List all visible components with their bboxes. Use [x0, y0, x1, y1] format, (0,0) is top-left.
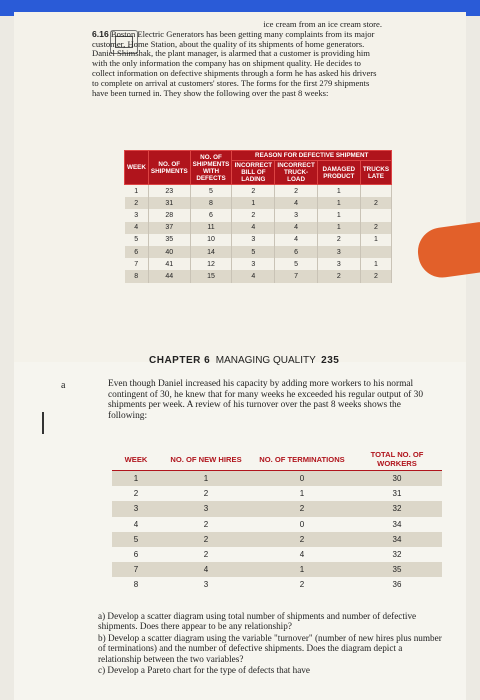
question-b: b) Develop a scatter diagram using the variable "turnover" (number of new hires plus number of terminations) and the number of defective shipments. Does the diagram depict a relationship between the two variables?: [98, 632, 442, 664]
chapter-title: MANAGING QUALITY: [215, 355, 316, 366]
t1-header-damaged: DAMAGED PRODUCT: [317, 161, 360, 185]
t1-header-truckload: INCORRECT TRUCK-LOAD: [275, 161, 317, 185]
table-row: 2 31 8 1 4 1 2: [125, 197, 392, 209]
turnover-paragraph: Even though Daniel increased his capacity by adding more workers to his normal contingent of 30, he knew that for many weeks he exceeded his regular output of 30 shipments per week. A review of his turnover over the past 8 weeks shows the following:: [108, 379, 424, 421]
previous-fragment: ice cream from an ice cream store.: [263, 19, 382, 29]
t1-header-bill: INCORRECT BILL OF LADING: [232, 161, 275, 185]
table-row: 5 35 10 3 4 2 1: [125, 234, 392, 246]
table-row: 8 3 2 36: [133, 580, 402, 590]
t2-header-hires: NO. OF NEW HIRES: [160, 448, 252, 471]
turnover-table: [112, 448, 442, 593]
problem-body: Boston Electric Generators has been getting many complaints from its major customer, Home Station, about the quality of its shipments of home generators. Daniel Shimshak, the plant manager, is alarmed that a customer is providing him with the only information the company has on shipment quality. He decides to collect information on defective shipments through a form he has asked his drivers to complete on arrival at customers' stores. The forms for the first 279 shipments have been turned in. They show the following over the past 8 weeks:: [92, 28, 377, 98]
t1-group-header: REASON FOR DEFECTIVE SHIPMENT: [232, 151, 392, 161]
margin-bar: [42, 412, 44, 434]
table-row: 1 23 5 2 2 1: [125, 185, 392, 198]
t2-header-week: WEEK: [112, 448, 160, 471]
table-row: 6 40 14 5 6 3: [125, 246, 392, 258]
table-row: 3 3 2 32: [112, 501, 442, 516]
t1-header-defects: NO. OF SHIPMENTS WITH DEFECTS: [190, 151, 232, 185]
table-row: 2 2 1 31: [133, 489, 402, 499]
defect-reason-table: [124, 150, 392, 283]
t2-header-workers: TOTAL NO. OF WORKERS: [352, 448, 442, 471]
table-row: 4 37 11 4 4 1 2: [125, 222, 392, 234]
chapter-label: CHAPTER 6: [149, 355, 211, 366]
t1-header-week: WEEK: [125, 151, 149, 185]
margin-marker: a: [61, 380, 66, 391]
question-a: a) Develop a scatter diagram using total number of shipments and number of defective shipments. Does there appear to be any relationship?: [98, 611, 417, 632]
problem-text: [92, 20, 382, 98]
table-row: 4 2 0 34: [133, 519, 402, 529]
t1-header-shipments: NO. OF SHIPMENTS: [148, 151, 190, 185]
table-row: 7 4 1 35: [112, 562, 442, 577]
t1-header-late: TRUCKS LATE: [360, 161, 391, 185]
table-row: 5 2 2 34: [112, 532, 442, 547]
problem-number: 6.16: [92, 28, 109, 39]
questions: [98, 611, 442, 676]
table-row: 7 41 12 3 5 3 1: [125, 258, 392, 270]
table-row: 3 28 6 2 3 1: [125, 209, 392, 221]
t2-header-terminations: NO. OF TERMINATIONS: [252, 448, 352, 471]
table-row: 8 44 15 4 7 2 2: [125, 270, 392, 282]
table-row: 1 1 0 30: [112, 471, 442, 487]
chapter-heading: [149, 355, 339, 366]
textbook-page: [14, 12, 466, 700]
question-c: c) Develop a Pareto chart for the type of defects that have: [98, 665, 310, 676]
table-row: 6 2 4 32: [133, 550, 402, 560]
page-number: 235: [321, 355, 340, 366]
